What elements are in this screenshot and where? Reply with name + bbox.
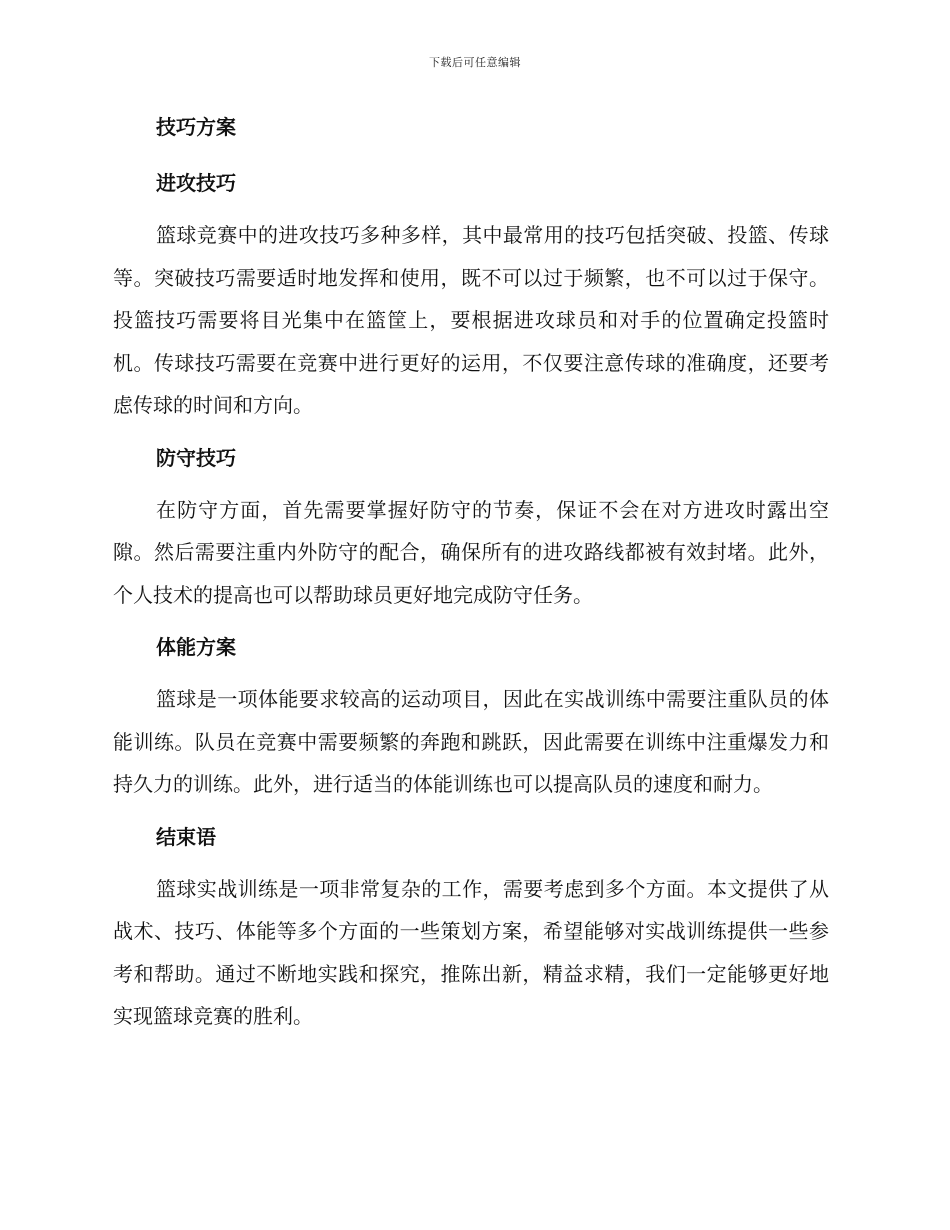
document-content	[113, 110, 829, 1038]
paragraph-conclusion: 篮球实战训练是一项非常复杂的工作，需要考虑到多个方面。本文提供了从战术、技巧、体能等多个方面的一些策划方案，希望能够对实战训练提供一些参考和帮助。通过不断地实践和探究，推陈出新，精益求精，我们一定能够更好地实现篮球竞赛的胜利。	[113, 876, 829, 1028]
heading-conclusion: 结束语	[156, 824, 216, 849]
page-header: 下载后可任意编辑	[429, 56, 521, 69]
paragraph-offense-skills: 篮球竞赛中的进攻技巧多种多样，其中最常用的技巧包括突破、投篮、传球等。突破技巧需要适时地发挥和使用，既不可以过于频繁，也不可以过于保守。投篮技巧需要将目光集中在篮筐上，要根据进攻球员和对手的位置确定投篮时机。传球技巧需要在竞赛中进行更好的运用，不仅要注意传球的准确度，还要考虑传球的时间和方向。	[113, 223, 829, 417]
heading-defense-skills: 防守技巧	[156, 445, 236, 470]
paragraph-defense-skills: 在防守方面，首先需要掌握好防守的节奏，保证不会在对方进攻时露出空隙。然后需要注重内外防守的配合，确保所有的进攻路线都被有效封堵。此外，个人技术的提高也可以帮助球员更好地完成防守任务。	[113, 497, 829, 607]
heading-skills-plan: 技巧方案	[156, 115, 236, 139]
paragraph-fitness-plan: 篮球是一项体能要求较高的运动项目，因此在实战训练中需要注重队员的体能训练。队员在竞赛中需要频繁的奔跑和跳跃，因此需要在训练中注重爆发力和持久力的训练。此外，进行适当的体能训练也可以提高队员的速度和耐力。	[113, 687, 829, 796]
heading-offense-skills: 进攻技巧	[156, 171, 236, 195]
heading-fitness-plan: 体能方案	[156, 635, 236, 659]
